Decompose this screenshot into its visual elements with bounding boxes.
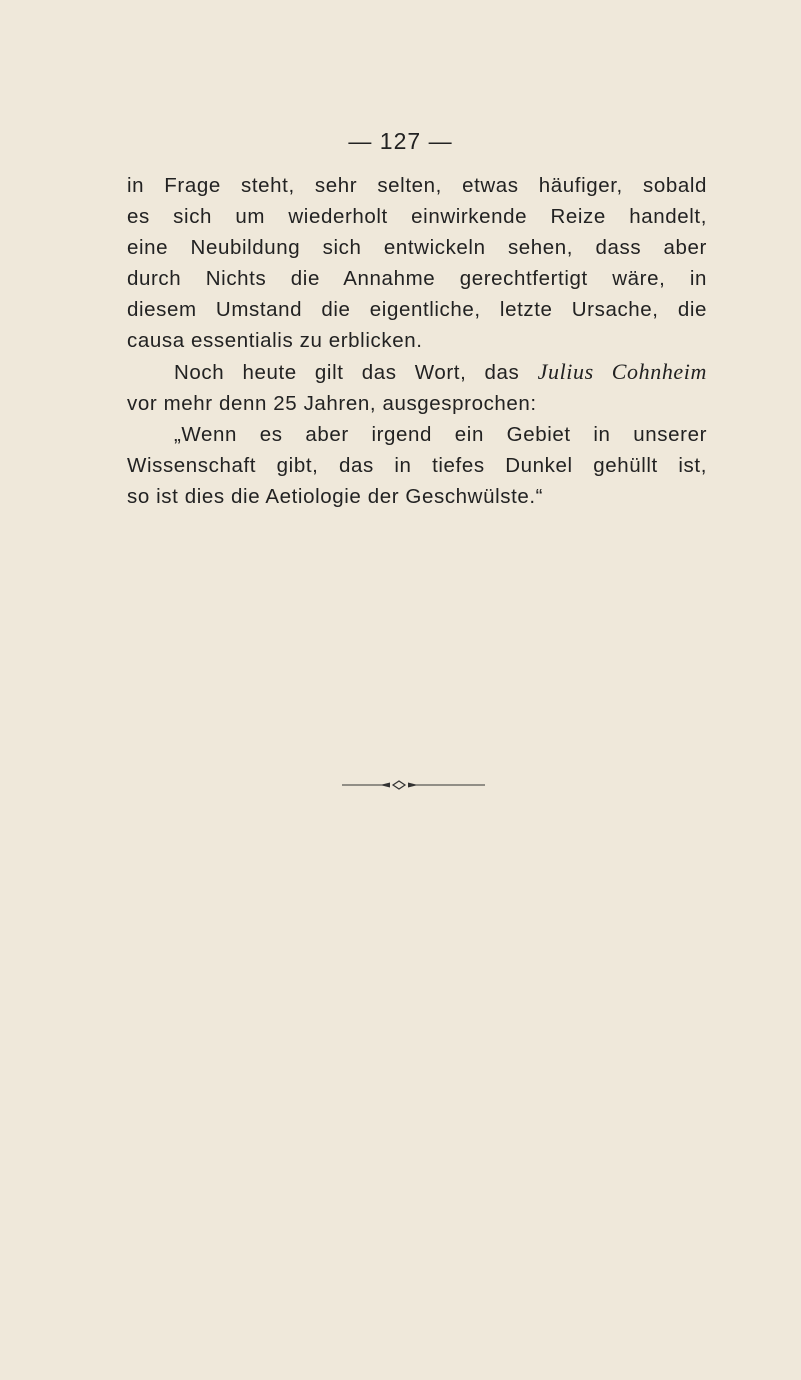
text-line: eine Neubildung sich entwickeln sehen, dass aber [127, 236, 707, 259]
text-line [127, 356, 707, 388]
text-line: causa essentialis zu erblicken. [127, 329, 423, 352]
page-number-header: — 127 — [348, 128, 453, 154]
text-line: vor mehr denn 25 Jahren, ausgesprochen: [127, 392, 537, 415]
text-line: diesem Umstand die eigentliche, letzte Ursache, die [127, 298, 707, 321]
author-name: Julius Cohnheim [537, 359, 707, 384]
body-text [127, 170, 707, 512]
text-line: durch Nichts die Annahme gerechtfertigt wäre, in [127, 267, 707, 290]
section-end-ornament-icon [342, 779, 485, 791]
text-segment: Noch heute gilt das Wort, das [174, 361, 538, 384]
quote-line: „Wenn es aber irgend ein Gebiet in unserer [174, 423, 707, 446]
quote-line: Wissenschaft gibt, das in tiefes Dunkel gehüllt ist, [127, 454, 707, 477]
text-line: es sich um wiederholt einwirkende Reize handelt, [127, 205, 707, 228]
quote-line: so ist dies die Aetiologie der Geschwülste.“ [127, 485, 544, 508]
text-line: in Frage steht, sehr selten, etwas häufiger, sobald [127, 174, 707, 197]
